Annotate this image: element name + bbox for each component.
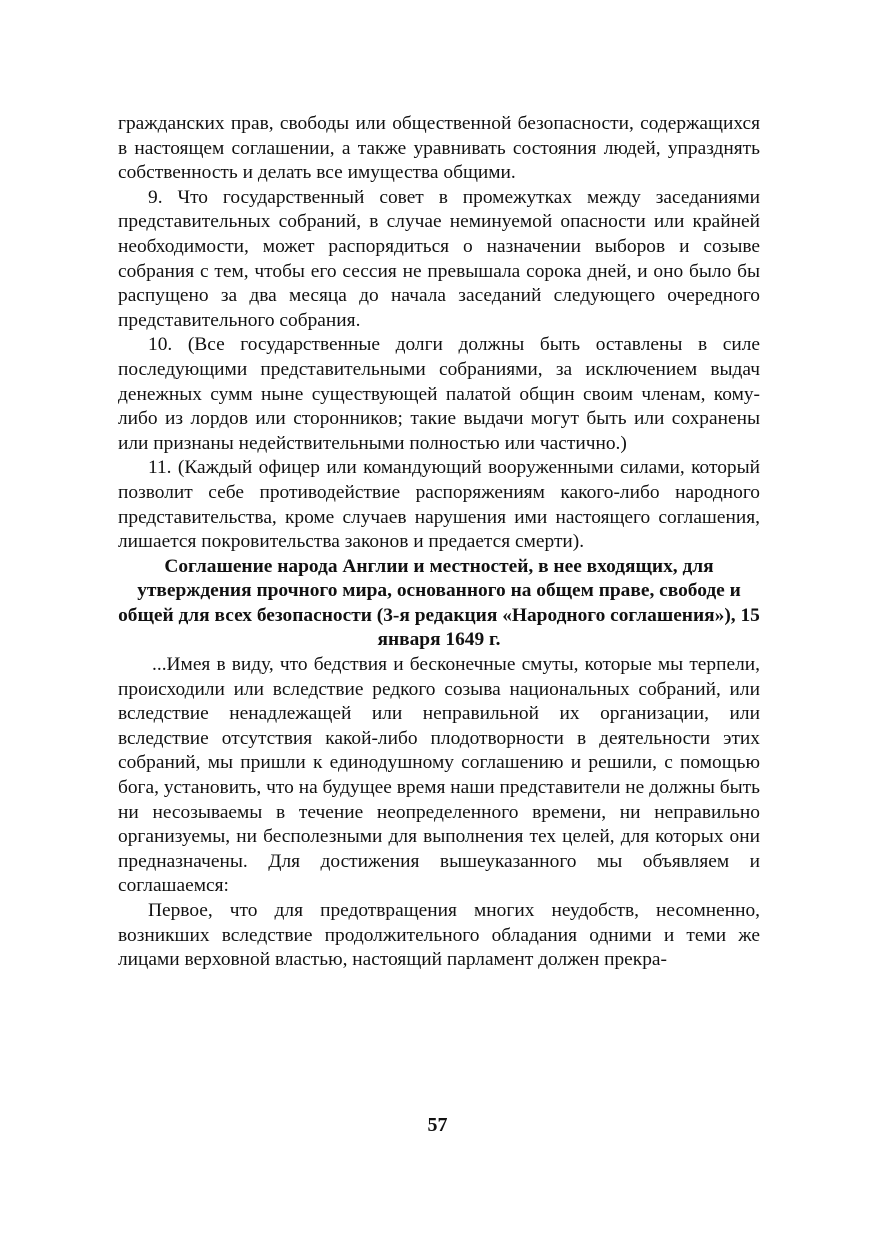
paragraph-preamble: ...Имея в виду, что бедствия и бесконечные смуты, которые мы терпели, происходили или вследствие редкого созыва национальных собраний, или вследствие ненадлежащей или неправильной их организации, или вследствие отсутствия какой-либо плодотворности в деятельности этих собраний, мы пришли к единодушному соглашению и решили, с помощью бога, установить, что на будущее время наши представители не должны быть ни несозываемы в течение неопределенного времени, ни неправильно организуемы, ни бесполезными для выполнения тех целей, для которых они предназначены. Для достижения вышеуказанного мы объявляем и соглашаемся: [118, 654, 760, 897]
section-heading: Соглашение народа Англии и местностей, в нее входящих, для утверждения прочного мира, основанного на общем праве, свободе и общей для всех безопасности (3-я редакция «Народного соглашения»), 15 января 1649 г. [118, 555, 760, 651]
paragraph-continuation: гражданских прав, свободы или общественной безопасности, содержащихся в настоящем соглашении, а также уравнивать состояния людей, упразднять собственность и делать все имущества общими. [118, 113, 760, 184]
paragraph-item-11: 11. (Каждый офицер или командующий вооруженными силами, который позволит себе противодействие распоряжениям какого-либо народного представительства, кроме случаев нарушения ими настоящего соглашения, лишается покровительства законов и предается смерти). [118, 457, 760, 553]
paragraph-first: Первое, что для предотвращения многих неудобств, несомненно, возникших вследствие продолжительного обладания одними и теми же лицами верховной властью, настоящий парламент должен прекра- [118, 900, 760, 971]
paragraph-item-9: 9. Что государственный совет в промежутках между заседаниями представительных собраний, в случае неминуемой опасности или крайней необходимости, может распорядиться о назначении выборов и созыве собрания с тем, чтобы его сессия не превышала сорока дней, и оно было бы распущено за два месяца до начала заседаний следующего очередного представительного собрания. [118, 186, 760, 331]
page-number: 57 [427, 1114, 448, 1136]
paragraph-item-10: 10. (Все государственные долги должны быть оставлены в силе последующими представительными собраниями, за исключением выдач денежных сумм ныне существующей палатой общин своим членам, кому-либо из лордов или сторонников; такие выдачи могут быть или сохранены или признаны недействительными полностью или частично.) [118, 334, 760, 454]
page-body [118, 112, 760, 973]
